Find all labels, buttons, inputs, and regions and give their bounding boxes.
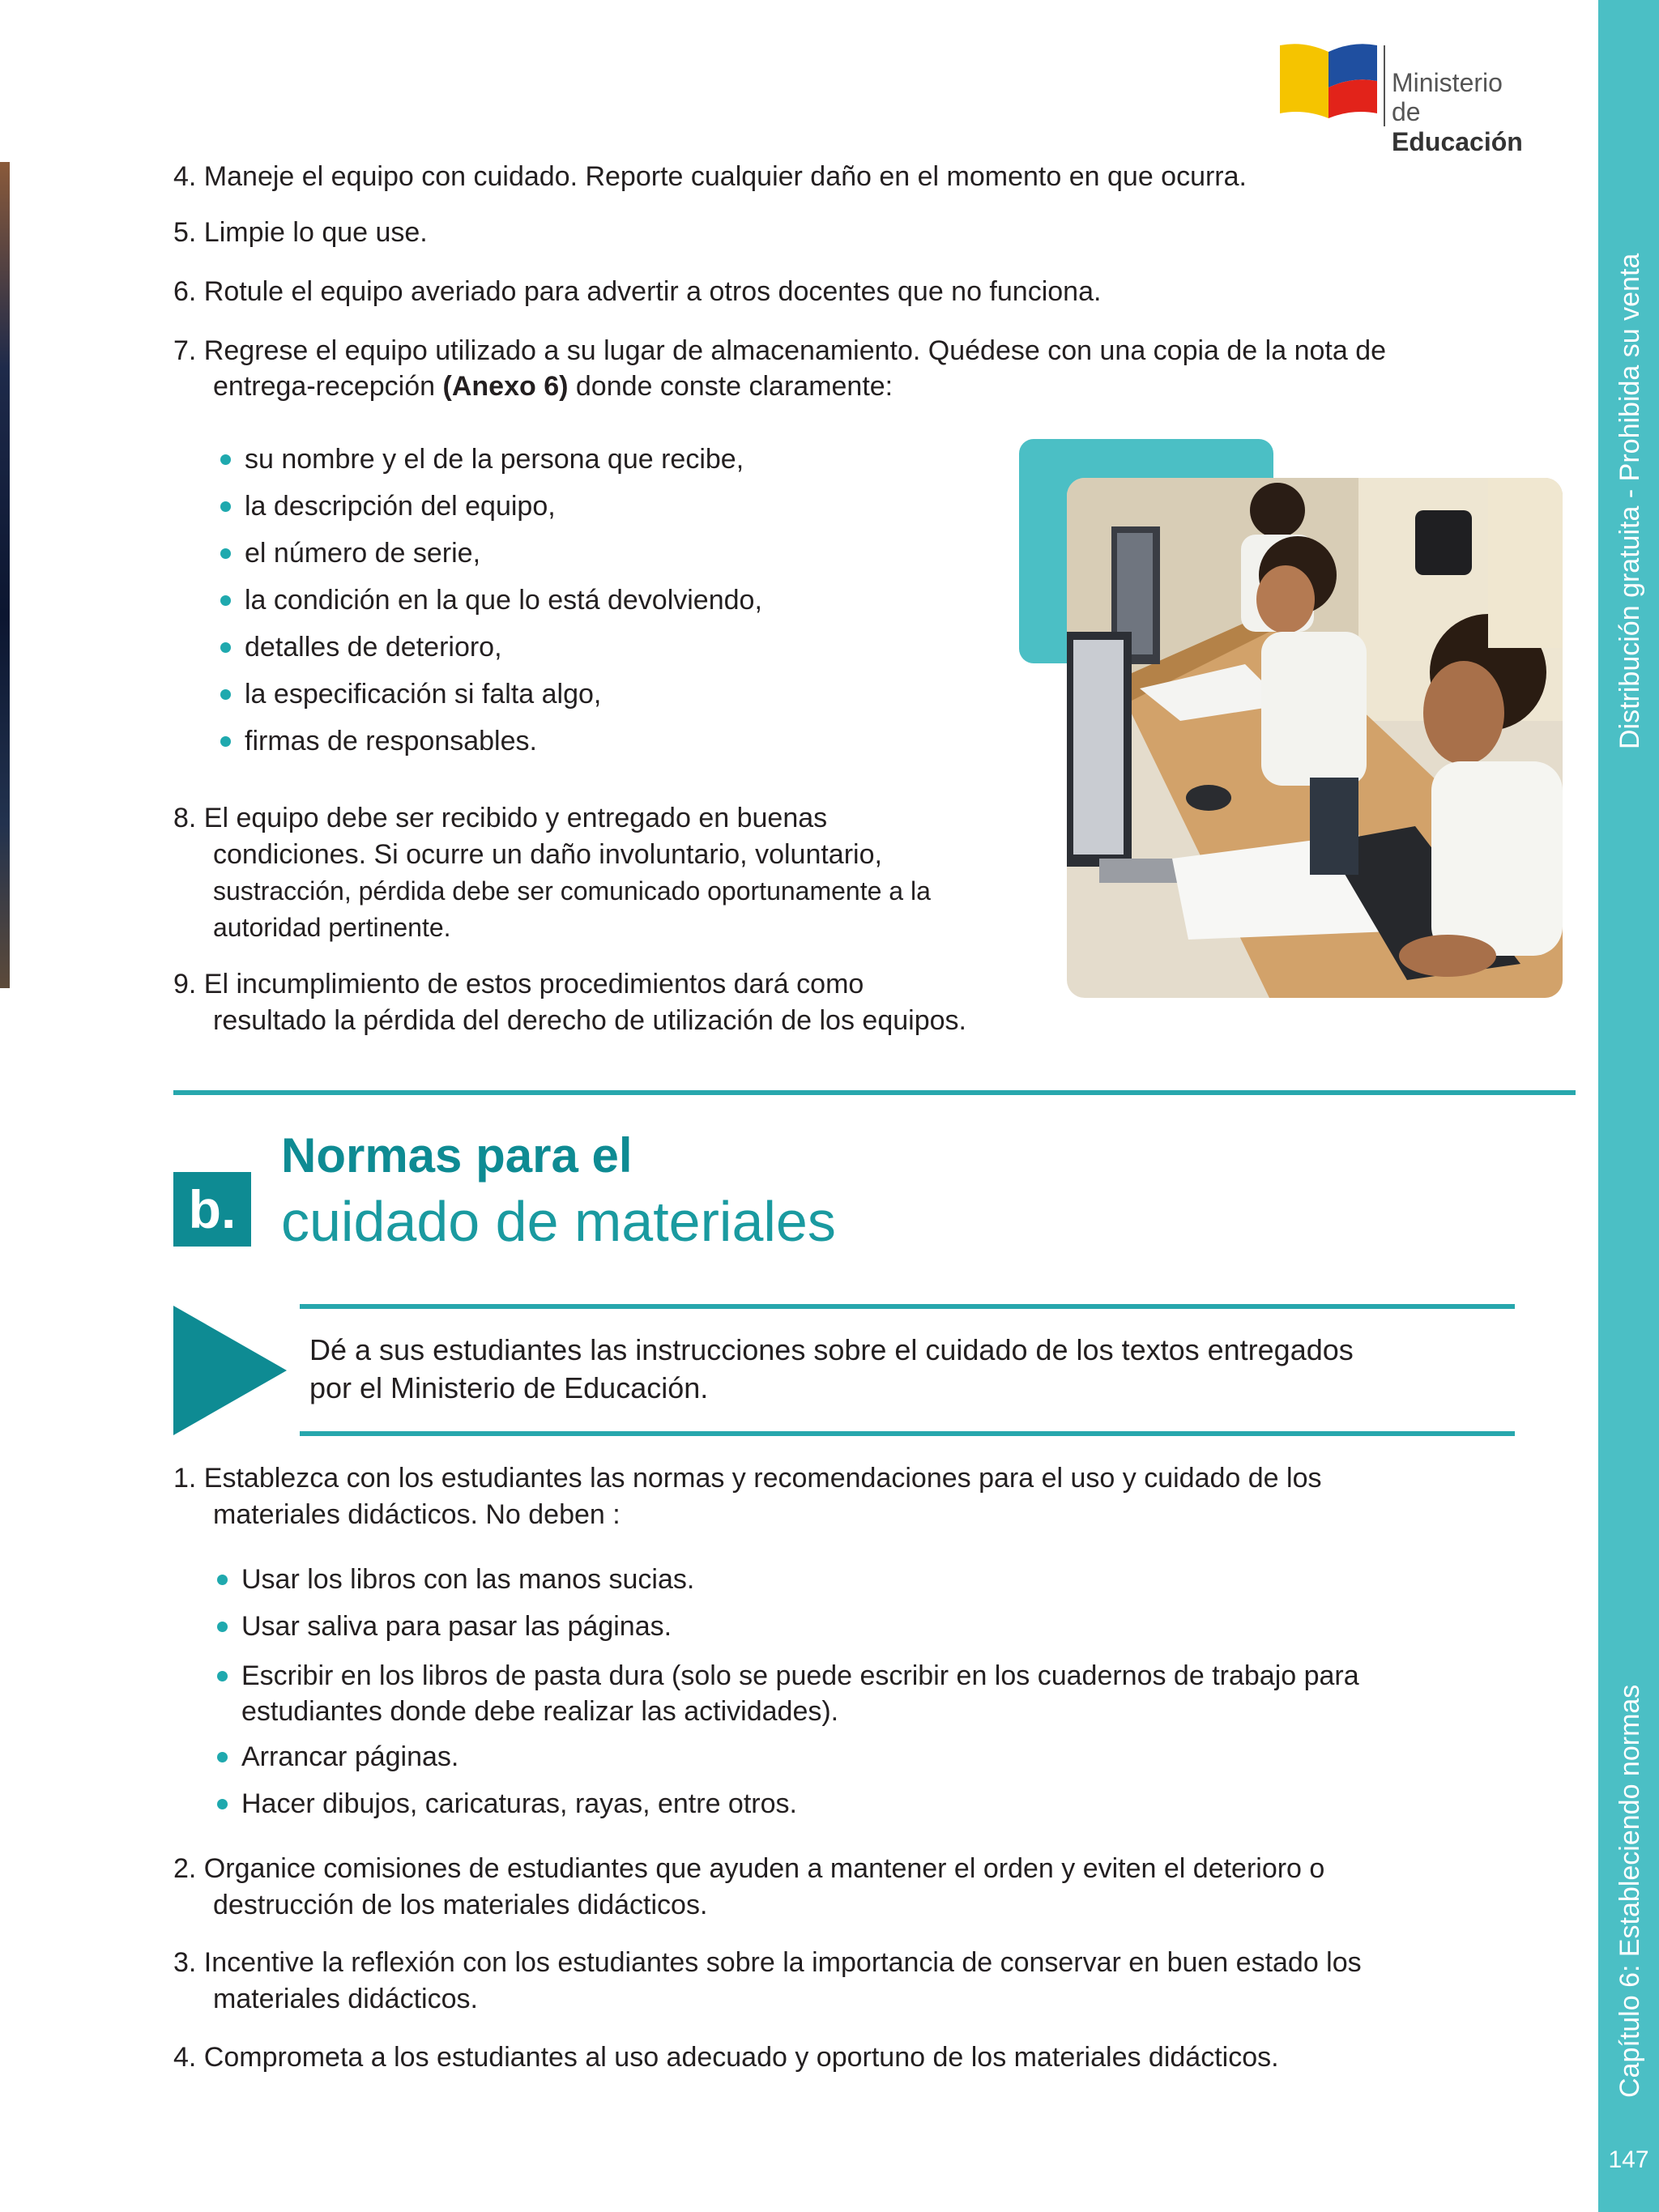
list-item-8-line1: 8. El equipo debe ser recibido y entregado en buenas xyxy=(173,803,828,833)
norm-item-2-line1: 2. Organice comisiones de estudiantes que ayuden a mantener el orden y eviten el deterioro o xyxy=(173,1853,1325,1884)
list-item: la descripción del equipo, xyxy=(245,488,556,524)
callout-rule-top xyxy=(300,1304,1515,1309)
play-arrow-icon xyxy=(173,1306,287,1435)
list-item-7-line1: 7. Regrese el equipo utilizado a su lugar de almacenamiento. Quédese con una copia de la nota de xyxy=(173,335,1387,366)
list-item-8-line2: condiciones. Si ocurre un daño involuntario, voluntario, xyxy=(213,839,882,870)
logo-divider xyxy=(1384,45,1385,126)
list-item: el número de serie, xyxy=(245,535,480,571)
list-item-6: 6. Rotule el equipo averiado para advertir a otros docentes que no funciona. xyxy=(173,276,1102,307)
flag-book-icon xyxy=(1278,40,1379,121)
ministerio-logo xyxy=(1278,40,1554,156)
list-item-5: 5. Limpie lo que use. xyxy=(173,217,428,248)
section-title-line2: cuidado de materiales xyxy=(281,1190,836,1253)
list-item-4: 4. Maneje el equipo con cuidado. Reporte cualquier daño en el momento en que ocurra. xyxy=(173,161,1247,192)
previous-page-photo-edge xyxy=(0,162,10,988)
norm-item-2-line2: destrucción de los materiales didácticos. xyxy=(213,1890,708,1920)
list-item-continuation: estudiantes donde debe realizar las actividades). xyxy=(241,1696,839,1727)
logo-text-educacion: de Educación xyxy=(1392,97,1523,156)
list-item: firmas de responsables. xyxy=(245,723,537,759)
section-divider xyxy=(173,1090,1576,1095)
norm-item-3-line1: 3. Incentive la reflexión con los estudiantes sobre la importancia de conservar en buen estado los xyxy=(173,1947,1362,1978)
logo-text-ministerio: Ministerio xyxy=(1392,68,1503,97)
list-item-7-line2: entrega-recepción (Anexo 6) donde conste claramente: xyxy=(213,371,893,402)
norm-item-1-line1: 1. Establezca con los estudiantes las normas y recomendaciones para el uso y cuidado de los xyxy=(173,1463,1322,1494)
list-item: la condición en la que lo está devolviendo, xyxy=(245,582,762,618)
list-item: su nombre y el de la persona que recibe, xyxy=(245,441,744,477)
norm-item-3-line2: materiales didácticos. xyxy=(213,1984,478,2014)
list-item-9-line1: 9. El incumplimiento de estos procedimientos dará como xyxy=(173,969,864,999)
list-item-8-line4: autoridad pertinente. xyxy=(213,913,451,942)
section-title-line1: Normas para el xyxy=(281,1128,633,1183)
students-computers-photo xyxy=(1067,478,1563,998)
section-letter-badge: b. xyxy=(173,1172,251,1247)
list-item: Usar saliva para pasar las páginas. xyxy=(241,1609,672,1644)
page-number: 147 xyxy=(1608,2146,1649,2173)
callout-line1: Dé a sus estudiantes las instrucciones sobre el cuidado de los textos entregados xyxy=(309,1333,1354,1366)
list-item-8-line3: sustracción, pérdida debe ser comunicado oportunamente a la xyxy=(213,876,931,906)
norm-item-4: 4. Comprometa a los estudiantes al uso adecuado y oportuno de los materiales didácticos. xyxy=(173,2042,1279,2073)
list-item: Usar los libros con las manos sucias. xyxy=(241,1562,694,1597)
list-item-9-line2: resultado la pérdida del derecho de utilización de los equipos. xyxy=(213,1005,966,1036)
chapter-title: Capítulo 6: Estableciendo normas xyxy=(1614,1684,1645,2098)
list-item: la especificación si falta algo, xyxy=(245,676,601,712)
list-item: Arrancar páginas. xyxy=(241,1739,458,1775)
distribution-notice: Distribución gratuita - Prohibida su venta xyxy=(1614,253,1645,749)
list-item: Hacer dibujos, caricaturas, rayas, entre otros. xyxy=(241,1786,797,1822)
callout-line2: por el Ministerio de Educación. xyxy=(309,1371,709,1404)
list-item: Escribir en los libros de pasta dura (solo se puede escribir en los cuadernos de trabajo para xyxy=(241,1658,1359,1694)
callout-rule-bottom xyxy=(300,1431,1515,1436)
norm-item-1-line2: materiales didácticos. No deben : xyxy=(213,1499,621,1530)
list-item: detalles de deterioro, xyxy=(245,629,502,665)
